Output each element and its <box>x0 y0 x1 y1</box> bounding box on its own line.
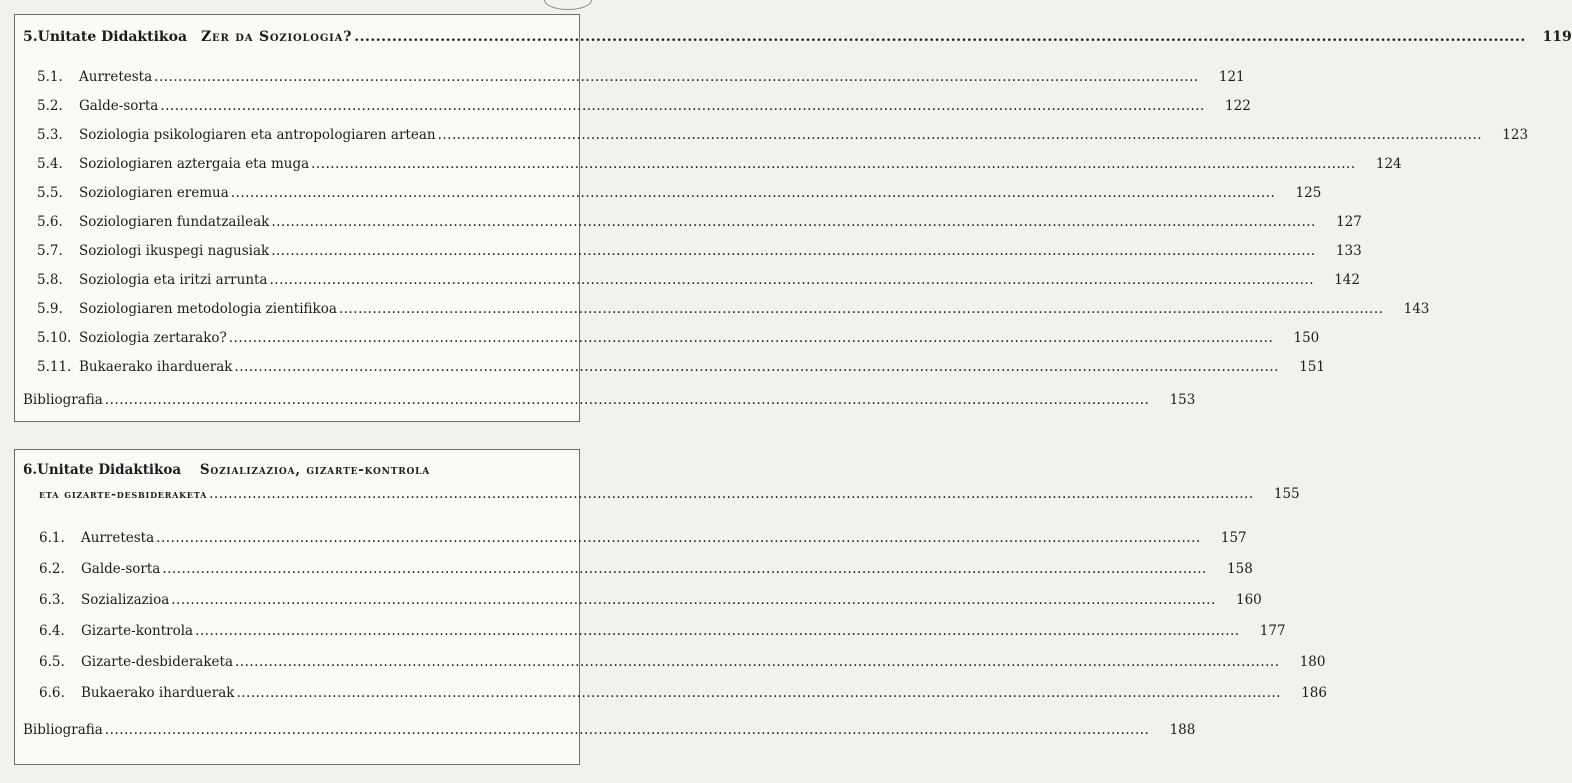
entry-page: 122 <box>1225 98 1251 114</box>
entry-page: 142 <box>1334 272 1360 288</box>
bibliography-page: 188 <box>1169 722 1196 738</box>
leader-dots <box>229 328 1274 348</box>
leader-dots <box>105 390 1150 410</box>
toc-entry[interactable] <box>37 212 1362 232</box>
leader-dots <box>160 96 1205 116</box>
entry-title: Soziologia psikologiaren eta antropologiaren artean <box>79 127 436 143</box>
entry-page: 125 <box>1295 185 1322 201</box>
entry-title: Bukaerako iharduerak <box>79 359 233 375</box>
entry-number: 5.6. <box>37 214 63 230</box>
entry-title: Soziologi ikuspegi nagusiak <box>79 243 270 259</box>
leader-dots <box>270 270 1315 290</box>
leader-dots <box>311 154 1356 174</box>
unit-6-page: 155 <box>1273 486 1300 502</box>
entry-title: Soziologiaren metodologia zientifikoa <box>79 301 337 317</box>
entry-number: 6.4. <box>39 623 65 639</box>
unit-6-heading-line2[interactable] <box>39 484 1300 504</box>
entry-page: 123 <box>1502 127 1529 143</box>
unit-6-title-line2: eta gizarte-desbideraketa <box>39 487 208 501</box>
entry-number: 5.2. <box>37 98 63 114</box>
leader-dots <box>209 484 1254 504</box>
leader-dots <box>271 241 1316 261</box>
entry-page: 157 <box>1220 530 1247 546</box>
entry-title: Soziologiaren eremua <box>79 185 229 201</box>
bibliography-page: 153 <box>1169 392 1196 408</box>
unit-5-toc-box <box>14 14 1572 422</box>
leader-dots <box>195 621 1240 641</box>
unit-5-label: 5.Unitate Didaktikoa <box>23 29 188 45</box>
toc-entry[interactable] <box>39 621 1286 641</box>
entry-number: 6.5. <box>39 654 65 670</box>
leader-dots <box>171 590 1216 610</box>
unit-5-heading[interactable] <box>23 27 1572 47</box>
bibliography-title: Bibliografia <box>23 392 103 408</box>
entry-page: 133 <box>1335 243 1362 259</box>
toc-entry[interactable] <box>37 357 1325 377</box>
toc-entry[interactable] <box>37 67 1245 87</box>
toc-entry[interactable] <box>37 299 1430 319</box>
leader-dots <box>154 67 1199 87</box>
toc-entry[interactable] <box>37 183 1322 203</box>
toc-entry[interactable] <box>37 241 1362 261</box>
toc-entry[interactable] <box>37 125 1529 145</box>
unit-6-heading-line1[interactable] <box>23 460 565 480</box>
unit-6-title-line1: Sozializazioa, gizarte-kontrola <box>199 462 431 478</box>
toc-entry[interactable] <box>39 590 1262 610</box>
entry-number: 5.4. <box>37 156 63 172</box>
entry-number: 5.7. <box>37 243 63 259</box>
unit-6-toc-box <box>14 449 1327 765</box>
corner-stamp-decoration <box>544 0 592 10</box>
entry-title: Aurretesta <box>81 530 155 546</box>
toc-entry[interactable] <box>37 328 1320 348</box>
bibliography-title: Bibliografia <box>23 722 103 738</box>
entry-number: 5.3. <box>37 127 63 143</box>
toc-entry[interactable] <box>39 528 1247 548</box>
entry-title: Aurretesta <box>79 69 153 85</box>
unit-6-label: 6.Unitate Didaktikoa <box>23 462 182 478</box>
entry-page: 186 <box>1301 685 1327 701</box>
toc-entry[interactable] <box>37 96 1251 116</box>
entry-title: Soziologia zertarako? <box>79 330 227 346</box>
entry-title: Galde-sorta <box>79 98 159 114</box>
entry-page: 127 <box>1336 214 1362 230</box>
entry-page: 124 <box>1375 156 1402 172</box>
leader-dots <box>156 528 1201 548</box>
unit-5-title: Zer da Soziologia? <box>201 29 353 45</box>
leader-dots <box>438 125 1483 145</box>
toc-entry[interactable] <box>37 270 1360 290</box>
entry-title: Gizarte-desbideraketa <box>81 654 233 670</box>
entry-title: Soziologia eta iritzi arrunta <box>79 272 268 288</box>
leader-dots <box>235 652 1280 672</box>
entry-page: 121 <box>1218 69 1245 85</box>
entry-number: 6.6. <box>39 685 65 701</box>
entry-page: 177 <box>1259 623 1286 639</box>
entry-page: 151 <box>1299 359 1325 375</box>
bibliography-entry[interactable] <box>23 720 1196 740</box>
toc-entry[interactable] <box>39 652 1326 672</box>
entry-title: Galde-sorta <box>81 561 161 577</box>
entry-title: Gizarte-kontrola <box>81 623 194 639</box>
toc-entry[interactable] <box>39 559 1253 579</box>
entry-title: Soziologiaren aztergaia eta muga <box>79 156 310 172</box>
entry-title: Soziologiaren fundatzaileak <box>79 214 270 230</box>
leader-dots <box>162 559 1207 579</box>
entry-number: 5.10. <box>37 330 72 346</box>
leader-dots <box>354 27 1526 47</box>
entry-page: 150 <box>1293 330 1320 346</box>
entry-number: 6.1. <box>39 530 65 546</box>
entry-title: Sozializazioa <box>81 592 170 608</box>
entry-number: 6.2. <box>39 561 65 577</box>
entry-page: 143 <box>1403 301 1430 317</box>
entry-number: 5.5. <box>37 185 63 201</box>
leader-dots <box>339 299 1384 319</box>
toc-entry[interactable] <box>39 683 1327 703</box>
entry-page: 160 <box>1235 592 1262 608</box>
leader-dots <box>105 720 1150 740</box>
leader-dots <box>271 212 1316 232</box>
unit-5-page: 119 <box>1542 29 1572 45</box>
entry-page: 180 <box>1299 654 1326 670</box>
leader-dots <box>234 357 1279 377</box>
entry-page: 158 <box>1227 561 1253 577</box>
entry-number: 5.8. <box>37 272 63 288</box>
entry-number: 5.11. <box>37 359 72 375</box>
leader-dots <box>236 683 1281 703</box>
entry-title: Bukaerako iharduerak <box>81 685 235 701</box>
leader-dots <box>231 183 1276 203</box>
entry-number: 5.9. <box>37 301 63 317</box>
entry-number: 6.3. <box>39 592 65 608</box>
toc-entry[interactable] <box>37 154 1402 174</box>
entry-number: 5.1. <box>37 69 63 85</box>
bibliography-entry[interactable] <box>23 390 1196 410</box>
